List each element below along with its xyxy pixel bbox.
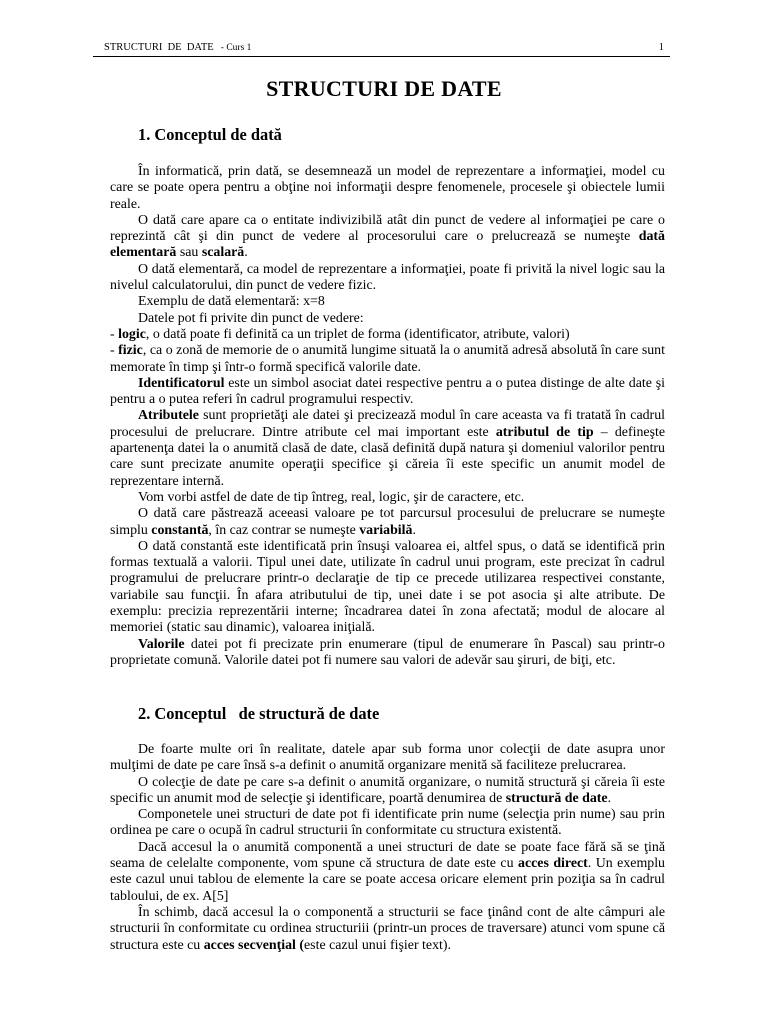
paragraph bbox=[110, 408, 665, 489]
term-structura-de-date: structură de date bbox=[505, 790, 608, 806]
paragraph: O dată constantă este identificată prin însuşi valoarea ei, altfel spus, o dată se identifică prin formas textuală a valorii. Tipul unei date, utilizate în cadrul unui program, este precizat în cadrul programului de prelucrare printr-o declaraţie de tip ce precede utilizarea respectivei constante, variabile sau funcţii. În afara atributului de tip, unei date i se pot asocia şi alte atribute. De exemplu: precizia reprezentării interne; încadrarea datei în zona afectată; modul de alocare al memoriei (static sau dinamic), valoarea iniţială. bbox=[110, 538, 665, 636]
text-run: este un simbol asociat datei respective pentru a o putea distinge de alte date şi pentru a o putea referi în cadrul programului respectiv. bbox=[110, 375, 665, 408]
header-title-text: STRUCTURI DE DATE bbox=[104, 42, 214, 53]
running-header bbox=[93, 42, 670, 57]
paragraph bbox=[110, 327, 665, 343]
text-run: O dată care păstrează aceeasi valoare pe tot parcursul procesului de prelucrare se numeşte simplu bbox=[110, 506, 665, 538]
term-acces-direct: acces direct bbox=[518, 856, 588, 872]
text-run: , în caz contrar se numeşte bbox=[208, 522, 360, 538]
text-run: . Un exemplu este cazul unui tablou de elemente la care se poate accesa oricare element prin poziţia sa în cadrul tabloului, de ex. A[5] bbox=[110, 856, 666, 904]
section-2-heading: 2. Conceptul de structură de date bbox=[138, 704, 380, 723]
term-atributele: Atributele bbox=[138, 408, 199, 424]
text-run: - bbox=[110, 343, 119, 359]
paragraph bbox=[110, 213, 665, 262]
text-run: În schimb, dacă accesul la o componentă a structurii se face ţinând cont de alte câmpuri ale structurii în conformitate cu ordinea structuriii (printr-un proces de traversare) atunci vom spune că structura este cu bbox=[110, 904, 665, 953]
text-run: sunt proprietăţi ale datei şi precizează modul în care aceasta va fi tratată în cadrul procesului de prelucrare. Dintre atribute cel mai important este bbox=[110, 408, 665, 440]
text-run: datei pot fi precizate prin enumerare (tipul de enumerare în Pascal) sau printr-o proprietate comună. Valorile datei pot fi numere sau valori de adevăr sau şiruri, de biţi, etc. bbox=[110, 636, 665, 668]
term-scalara: scalară bbox=[201, 245, 245, 261]
document-title: STRUCTURI DE DATE bbox=[266, 76, 502, 101]
term-valorile: Valorile bbox=[138, 636, 185, 652]
text-run: - bbox=[110, 326, 119, 342]
term-logic: logic bbox=[118, 326, 146, 342]
text-run: – defineşte apartenenţa datei la o anumită clasă de date, clasă definită după natura şi domeniul valorilor pentru care sunt precizate anumite operaţii specifice şi căreia îi este specific un anumit model de reprezentare internă. bbox=[110, 424, 665, 489]
text-run: . bbox=[607, 790, 612, 806]
paragraph: Componetele unei structuri de date pot fi identificate prin nume (selecţia prin nume) sau prin ordinea pe care o ocupă în cadrul structurii în conformitate cu structura existentă. bbox=[110, 807, 665, 839]
term-variabila: variabilă bbox=[359, 522, 413, 538]
paragraph bbox=[110, 343, 665, 376]
paragraph bbox=[110, 637, 665, 670]
paragraph bbox=[110, 840, 665, 905]
paragraph: În informatică, prin dată, se desemnează un model de reprezentare a informaţiei, model cu care se poate opera pentru a obţine noi informaţii despre fenomenele, procesele şi obiectele lumii reale. bbox=[110, 164, 665, 212]
text-run: sau bbox=[176, 245, 202, 261]
section-1-heading: 1. Conceptul de dată bbox=[138, 125, 282, 144]
paragraph bbox=[110, 376, 665, 409]
header-course-title bbox=[104, 42, 251, 54]
paragraph: De foarte multe ori în realitate, datele apar sub forma unor colecţii de date asupra unor mulţimi de date pe care însă s-a definit o anumită organizare menită să faciliteze prelucrarea. bbox=[110, 742, 665, 774]
term-identificatorul: Identificatorul bbox=[138, 375, 225, 391]
term-data-elementara: dată elementară bbox=[110, 229, 665, 261]
section-1-body bbox=[110, 164, 665, 669]
paragraph: Vom vorbi astfel de date de tip întreg, real, logic, şir de caractere, etc. bbox=[138, 489, 525, 505]
term-fizic: fizic bbox=[118, 343, 143, 359]
paragraph: O dată elementară, ca model de reprezentare a informaţiei, poate fi privită la nivel logic sau la nivelul calculatorului, din punct de vedere fizic. bbox=[110, 261, 665, 294]
text-run: . bbox=[244, 245, 248, 261]
header-page-number: 1 bbox=[658, 42, 664, 53]
paragraph: Datele pot fi privite din punct de vedere: bbox=[138, 310, 364, 326]
term-constanta: constantă bbox=[151, 522, 209, 538]
term-acces-secvential: acces secvenţial ( bbox=[203, 937, 305, 953]
text-run: Dacă accesul la o anumită componentă a unei structuri de date se poate face fără să se ţină seama de celelalte componente, vom spune că structura de date este cu bbox=[110, 839, 665, 872]
term-atributul-de-tip: atributul de tip bbox=[495, 424, 594, 440]
paragraph bbox=[110, 905, 665, 954]
text-run: , o dată poate fi definită ca un triplet de forma (identificator, atribute, valori) bbox=[145, 326, 570, 342]
paragraph bbox=[110, 775, 665, 808]
text-run: O colecţie de date pe care s-a definit o anumită organizare, o numită structură şi căreia îi este specific un anumit mod de selecţie şi identificare, poartă denumirea de bbox=[110, 774, 665, 806]
text-run: este cazul unui fişier text). bbox=[304, 937, 451, 953]
paragraph: Exemplu de dată elementară: x=8 bbox=[138, 294, 325, 310]
text-run: , ca o zonă de memorie de o anumită lungime situată la o anumită adresă absolută în care sunt memorate în timp şi într-o formă specifică valorile date. bbox=[110, 343, 665, 375]
text-run: . bbox=[412, 522, 416, 538]
text-run: O dată care apare ca o entitate indivizibilă atât din punct de vedere al informaţiei pe care o reprezintă cât şi din punct de vedere al procesorului care o prelucrează se numeşte bbox=[110, 212, 665, 245]
section-2-body bbox=[110, 742, 665, 954]
header-course-subtitle: - Curs 1 bbox=[213, 43, 252, 53]
paragraph bbox=[110, 506, 665, 539]
